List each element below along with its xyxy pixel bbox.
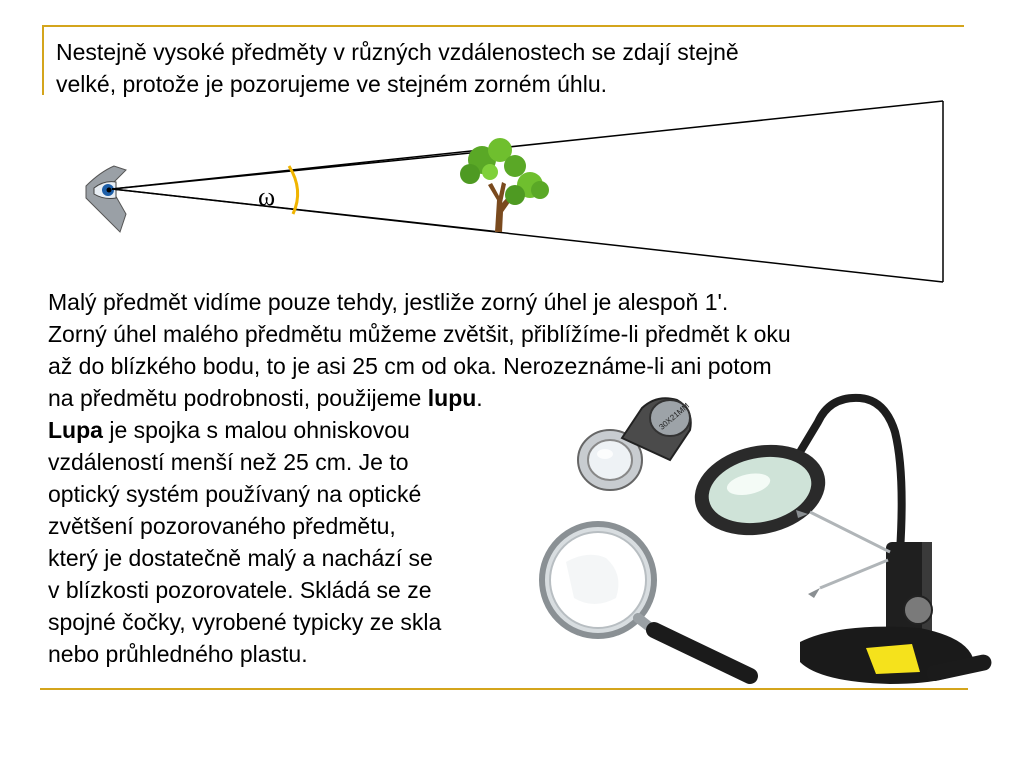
lupa-line-8: nebo průhledného plastu. xyxy=(48,641,308,667)
paragraph-line-1: Malý předmět vidíme pouze tehdy, jestliže zorný úhel je alespoň 1'. xyxy=(48,289,729,315)
lupa-keyword: Lupa xyxy=(48,417,103,443)
ray-to-tree-base xyxy=(112,189,500,232)
eye-icon xyxy=(86,166,126,232)
lupa-line-5: který je dostatečně malý a nachází se xyxy=(48,545,433,571)
lupa-line-7: spojné čočky, vyrobené typicky ze skla xyxy=(48,609,442,635)
paragraph-line-2: Zorný úhel malého předmětu můžeme zvětšit, přiblížíme-li předmět k oku xyxy=(48,321,791,347)
visual-angle-diagram xyxy=(0,0,1024,300)
lupa-line-1-rest: je spojka s malou ohniskovou xyxy=(102,417,410,443)
loupe-label: 30X21MM xyxy=(657,401,692,432)
lupa-line-1 xyxy=(48,414,548,446)
paragraph-line-3: až do blízkého bodu, to je asi 25 cm od oka. Nerozeznáme-li ani potom xyxy=(48,353,772,379)
lupu-keyword: lupu xyxy=(427,385,477,411)
tree-icon xyxy=(460,138,549,232)
jeweler-loupe-image xyxy=(572,388,702,500)
lupa-line-2: vzdáleností menší než 25 cm. Je to xyxy=(48,449,409,475)
paragraph-line-4-suffix: . xyxy=(476,385,483,411)
paragraph-line-4-prefix: na předmětu podrobnosti, použijeme xyxy=(48,385,428,411)
angle-arc xyxy=(289,166,298,214)
heading-line-1: Nestejně vysoké předměty v různých vzdálenostech se zdají stejně xyxy=(56,39,739,65)
lupa-line-6: v blízkosti pozorovatele. Skládá se ze xyxy=(48,577,432,603)
lupa-definition xyxy=(48,414,548,670)
heading-line-2: velké, protože je pozorujeme ve stejném zorném úhlu. xyxy=(56,71,608,97)
angle-omega-label: ω xyxy=(258,182,276,211)
lupa-line-4: zvětšení pozorovaného předmětu, xyxy=(48,513,396,539)
lupa-line-3: optický systém používaný na optické xyxy=(48,481,422,507)
desk-magnifier-stand-image xyxy=(690,392,1010,692)
